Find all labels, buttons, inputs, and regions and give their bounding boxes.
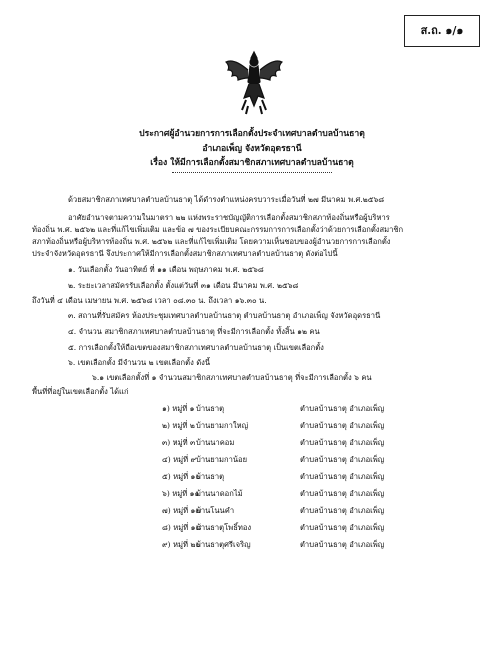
village-area: ตำบลบ้านธาตุ อำเภอเพ็ญ (300, 421, 385, 430)
village-number: ๔) หมู่ที่ ๙ (162, 455, 197, 464)
village-name: บ้านธาตุศรีเจริญ (196, 540, 251, 549)
village-area: ตำบลบ้านธาตุ อำเภอเพ็ญ (300, 523, 385, 532)
village-area: ตำบลบ้านธาตุ อำเภอเพ็ญ (300, 489, 385, 498)
village-number: ๕) หมู่ที่ ๑๐ (162, 472, 201, 481)
district-line: อำเภอเพ็ญ จังหวัดอุดรธานี (202, 144, 302, 154)
item-constituency-basis: ๕. การเลือกตั้งให้ถือเขตของสมาชิกสภาเทศบาลตำบลบ้านธาตุ เป็นเขตเลือกตั้ง (68, 343, 324, 352)
village-name: บ้านโนนคำ (196, 506, 235, 515)
village-area: ตำบลบ้านธาตุ อำเภอเพ็ญ (300, 455, 385, 464)
village-number: ๒) หมู่ที่ ๒ (162, 421, 195, 430)
village-area: ตำบลบ้านธาตุ อำเภอเพ็ญ (300, 404, 385, 413)
authority-paragraph-line: สภาท้องถิ่นหรือผู้บริหารท้องถิ่น พ.ศ. ๒๕๖๒ และที่แก้ไขเพิ่มเติม โดยความเห็นชอบของผู้อำนวยการการเลือกตั้ง (32, 237, 391, 246)
village-name: บ้านนาคอม (196, 438, 235, 447)
authority-paragraph-line: ท้องถิ่น พ.ศ. ๒๕๖๒ และที่แก้ไขเพิ่มเติม และข้อ ๗ ของระเบียบคณะกรรมการการเลือกตั้งว่าด้วยการเลือกตั้งสมาชิก (32, 225, 404, 234)
village-number: ๑) หมู่ที่ ๑ (162, 404, 195, 413)
village-number: ๖) หมู่ที่ ๑๑ (162, 489, 200, 498)
item-constituency-1: ๖.๑ เขตเลือกตั้งที่ ๑ จำนวนสมาชิกสภาเทศบาลตำบลบ้านธาตุ ที่จะมีการเลือกตั้ง ๖ คน (92, 373, 372, 382)
item-member-count: ๔. จำนวน สมาชิกสภาเทศบาลตำบลบ้านธาตุ ที่จะมีการเลือกตั้ง ทั้งสิ้น ๑๒ คน (68, 327, 320, 336)
item-application-period-end: ถึงวันที่ ๔ เดือน เมษายน พ.ศ. ๒๕๖๘ เวลา ๐๘.๓๐ น. ถึงเวลา ๑๖.๓๐ น. (32, 296, 267, 305)
village-name: บ้านธาตุโพธิ์ทอง (196, 523, 252, 532)
village-name: บ้านยามกาใหญ่ (196, 421, 249, 430)
intro-paragraph: ด้วยสมาชิกสภาเทศบาลตำบลบ้านธาตุ ได้ดำรงตำแหน่งครบวาระเมื่อวันที่ ๒๗ มีนาคม พ.ศ.๒๕๖๘ (68, 195, 385, 204)
village-name: บ้านนาดอกไม้ (196, 489, 243, 498)
village-area: ตำบลบ้านธาตุ อำเภอเพ็ญ (300, 438, 385, 447)
item-application-period: ๒. ระยะเวลาสมัครรับเลือกตั้ง ตั้งแต่วันที่ ๓๑ เดือน มีนาคม พ.ศ. ๒๕๖๘ (68, 281, 299, 290)
village-number: ๗) หมู่ที่ ๑๗ (162, 506, 202, 515)
form-code-box: ส.ถ. ๑/๑ (404, 15, 480, 47)
garuda-emblem-icon (222, 48, 286, 116)
village-area: ตำบลบ้านธาตุ อำเภอเพ็ญ (300, 472, 385, 481)
village-number: ๙) หมู่ที่ ๒๐ (162, 540, 201, 549)
authority-paragraph-line: ประจำจังหวัดอุดรธานี จึงประกาศให้มีการเลือกตั้งสมาชิกสภาเทศบาลตำบลบ้านธาตุ ดังต่อไปนี้ (32, 249, 338, 258)
village-name: บ้านธาตุ (196, 472, 225, 481)
announcement-title: ประกาศผู้อำนวยการการเลือกตั้งประจำเทศบาลตำบลบ้านธาตุ (139, 129, 365, 139)
authority-paragraph-line: อาศัยอำนาจตามความในมาตรา ๒๒ แห่งพระราชบัญญัติการเลือกตั้งสมาชิกสภาท้องถิ่นหรือผู้บริหาร (68, 213, 390, 222)
village-name: บ้านธาตุ (196, 404, 225, 413)
item-area-intro: พื้นที่ที่อยู่ในเขตเลือกตั้ง ได้แก่ (32, 387, 129, 396)
item-constituency-count: ๖. เขตเลือกตั้ง มีจำนวน ๒ เขตเลือกตั้ง ดังนี้ (68, 358, 211, 367)
item-application-place: ๓. สถานที่รับสมัคร ห้องประชุมเทศบาลตำบลบ้านธาตุ ตำบลบ้านธาตุ อำเภอเพ็ญ จังหวัดอุดรธานี (68, 311, 381, 320)
item-election-date: ๑. วันเลือกตั้ง วันอาทิตย์ ที่ ๑๑ เดือน พฤษภาคม พ.ศ. ๒๕๖๘ (68, 265, 264, 274)
village-area: ตำบลบ้านธาตุ อำเภอเพ็ญ (300, 540, 385, 549)
subject-line: เรื่อง ให้มีการเลือกตั้งสมาชิกสภาเทศบาลตำบลบ้านธาตุ (150, 158, 354, 168)
village-area: ตำบลบ้านธาตุ อำเภอเพ็ญ (300, 506, 385, 515)
village-number: ๘) หมู่ที่ ๑๘ (162, 523, 202, 532)
village-name: บ้านยามกาน้อย (196, 455, 248, 464)
dotted-divider (172, 172, 332, 173)
village-number: ๓) หมู่ที่ ๓ (162, 438, 196, 447)
